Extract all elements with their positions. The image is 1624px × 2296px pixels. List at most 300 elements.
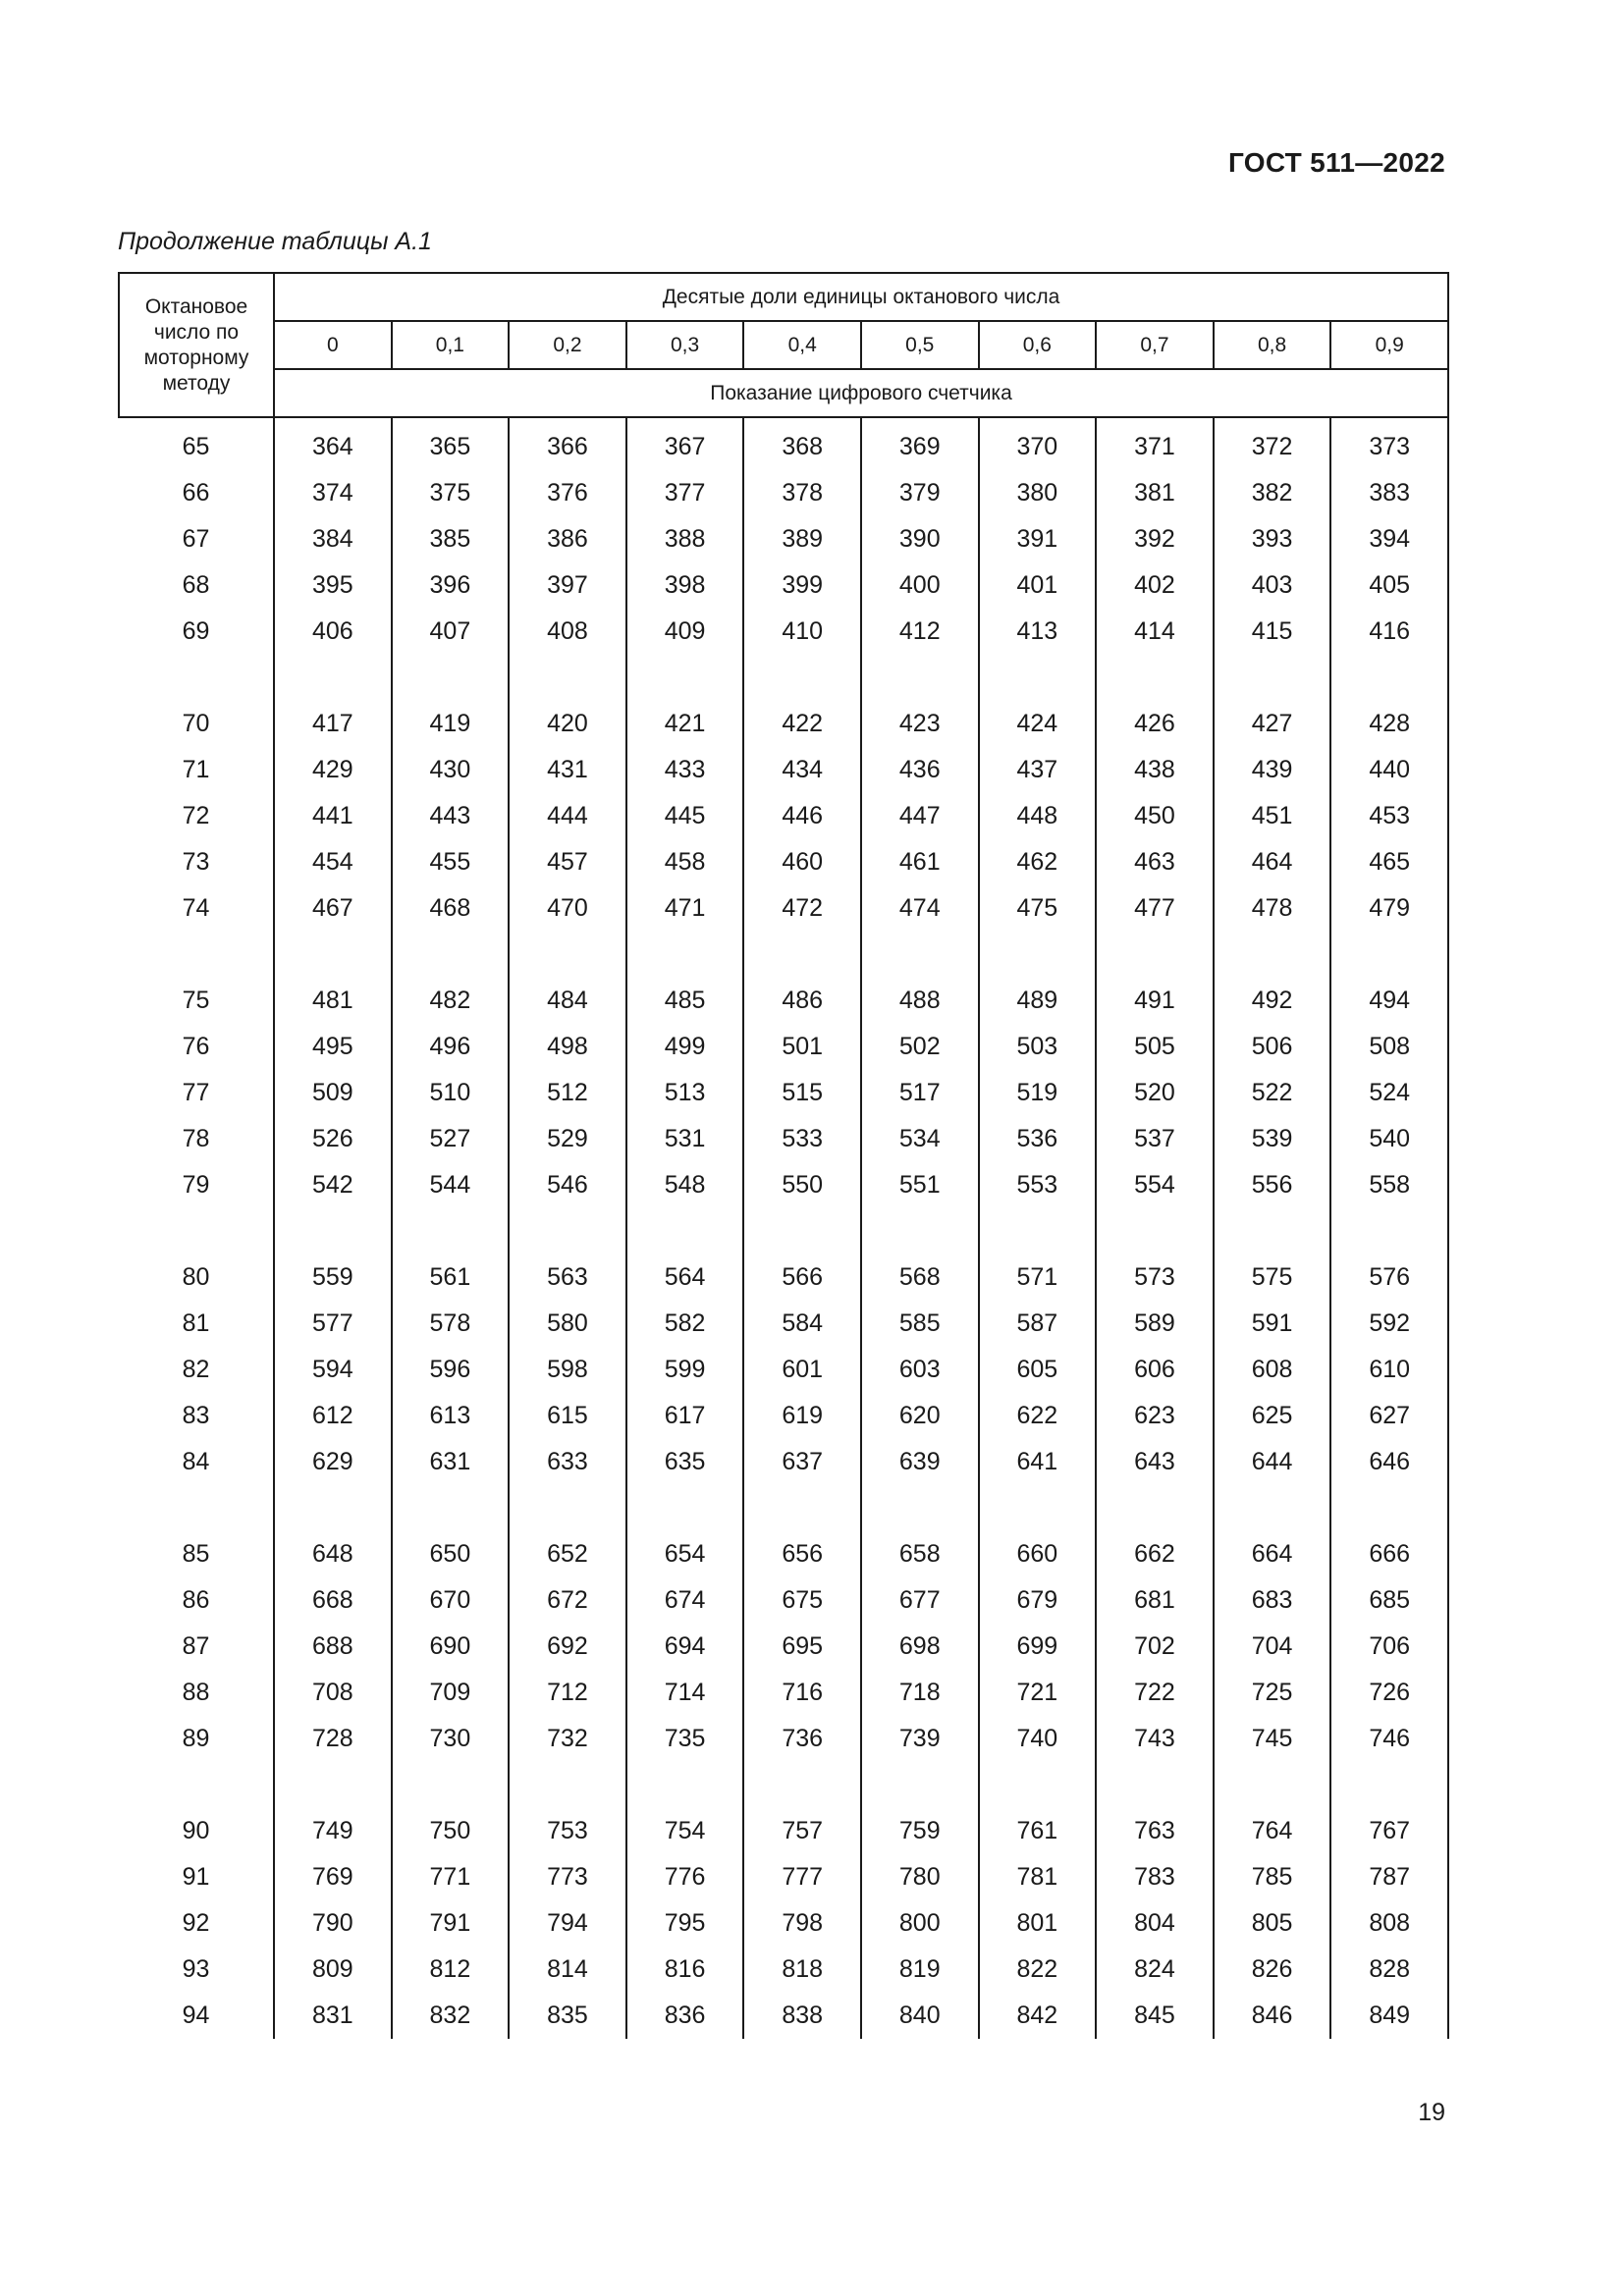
counter-value-cell: 402 <box>1096 562 1214 609</box>
counter-value-cell: 522 <box>1214 1070 1331 1116</box>
counter-value-cell: 622 <box>979 1393 1097 1439</box>
counter-value-cell: 787 <box>1330 1854 1448 1900</box>
counter-value-cell: 431 <box>509 747 626 793</box>
counter-value-cell: 437 <box>979 747 1097 793</box>
counter-value-cell: 648 <box>274 1531 392 1577</box>
counter-value-cell: 589 <box>1096 1301 1214 1347</box>
table-row <box>119 1393 1448 1439</box>
counter-value-cell: 439 <box>1214 747 1331 793</box>
counter-value-cell: 791 <box>392 1900 510 1947</box>
counter-value-cell: 524 <box>1330 1070 1448 1116</box>
spacer-cell <box>1330 1485 1448 1531</box>
counter-value-cell: 598 <box>509 1347 626 1393</box>
counter-value-cell: 508 <box>1330 1024 1448 1070</box>
counter-value-cell: 746 <box>1330 1716 1448 1762</box>
octane-number-cell: 73 <box>119 839 274 885</box>
document-id: ГОСТ 511—2022 <box>1227 147 1445 178</box>
counter-value-cell: 401 <box>979 562 1097 609</box>
counter-value-cell: 605 <box>979 1347 1097 1393</box>
table-body <box>119 417 1448 2039</box>
counter-value-cell: 553 <box>979 1162 1097 1208</box>
counter-value-cell: 542 <box>274 1162 392 1208</box>
counter-value-cell: 564 <box>626 1255 744 1301</box>
spacer-cell <box>861 655 979 701</box>
octane-number-cell: 94 <box>119 1993 274 2039</box>
octane-number-cell: 93 <box>119 1947 274 1993</box>
counter-value-cell: 501 <box>743 1024 861 1070</box>
counter-value-cell: 492 <box>1214 978 1331 1024</box>
counter-value-cell: 652 <box>509 1531 626 1577</box>
counter-value-cell: 612 <box>274 1393 392 1439</box>
counter-value-cell: 506 <box>1214 1024 1331 1070</box>
counter-value-cell: 816 <box>626 1947 744 1993</box>
counter-value-cell: 666 <box>1330 1531 1448 1577</box>
spacer-cell <box>979 1485 1097 1531</box>
counter-value-cell: 679 <box>979 1577 1097 1624</box>
spacer-cell <box>626 655 744 701</box>
group-spacer-row <box>119 932 1448 978</box>
counter-value-cell: 370 <box>979 417 1097 470</box>
table-row <box>119 562 1448 609</box>
counter-value-cell: 381 <box>1096 470 1214 516</box>
counter-value-cell: 783 <box>1096 1854 1214 1900</box>
octane-number-cell: 81 <box>119 1301 274 1347</box>
fraction-header-cell: 0,8 <box>1214 321 1331 369</box>
spacer-cell <box>1096 932 1214 978</box>
counter-value-cell: 465 <box>1330 839 1448 885</box>
counter-value-cell: 447 <box>861 793 979 839</box>
octane-number-cell: 75 <box>119 978 274 1024</box>
counter-value-cell: 812 <box>392 1947 510 1993</box>
counter-value-cell: 576 <box>1330 1255 1448 1301</box>
counter-value-cell: 529 <box>509 1116 626 1162</box>
table-row <box>119 1070 1448 1116</box>
counter-value-cell: 376 <box>509 470 626 516</box>
spacer-cell <box>1214 1208 1331 1255</box>
table-row <box>119 839 1448 885</box>
counter-value-cell: 444 <box>509 793 626 839</box>
octane-number-cell: 66 <box>119 470 274 516</box>
spacer-cell <box>861 1208 979 1255</box>
table-row <box>119 470 1448 516</box>
counter-value-cell: 582 <box>626 1301 744 1347</box>
fraction-group-header: Десятые доли единицы октанового числа <box>274 273 1448 321</box>
counter-value-cell: 429 <box>274 747 392 793</box>
counter-value-cell: 428 <box>1330 701 1448 747</box>
group-spacer-row <box>119 1762 1448 1808</box>
counter-value-cell: 683 <box>1214 1577 1331 1624</box>
counter-value-cell: 730 <box>392 1716 510 1762</box>
counter-value-cell: 558 <box>1330 1162 1448 1208</box>
spacer-cell <box>743 1208 861 1255</box>
counter-value-cell: 400 <box>861 562 979 609</box>
counter-value-cell: 764 <box>1214 1808 1331 1854</box>
counter-value-cell: 451 <box>1214 793 1331 839</box>
table-row <box>119 1808 1448 1854</box>
counter-value-cell: 424 <box>979 701 1097 747</box>
counter-value-cell: 367 <box>626 417 744 470</box>
counter-value-cell: 828 <box>1330 1947 1448 1993</box>
octane-number-cell: 84 <box>119 1439 274 1485</box>
spacer-cell <box>743 1762 861 1808</box>
counter-value-cell: 629 <box>274 1439 392 1485</box>
counter-value-cell: 364 <box>274 417 392 470</box>
counter-value-cell: 393 <box>1214 516 1331 562</box>
octane-number-cell: 71 <box>119 747 274 793</box>
spacer-cell <box>392 1762 510 1808</box>
counter-value-cell: 374 <box>274 470 392 516</box>
counter-value-cell: 417 <box>274 701 392 747</box>
fraction-header-cell: 0,4 <box>743 321 861 369</box>
counter-value-cell: 426 <box>1096 701 1214 747</box>
spacer-cell <box>861 1762 979 1808</box>
spacer-cell <box>1214 932 1331 978</box>
table-row <box>119 609 1448 655</box>
counter-value-cell: 677 <box>861 1577 979 1624</box>
counter-value-cell: 414 <box>1096 609 1214 655</box>
counter-value-cell: 650 <box>392 1531 510 1577</box>
fraction-header-cell: 0,7 <box>1096 321 1214 369</box>
table-caption: Продолжение таблицы А.1 <box>118 228 432 255</box>
counter-value-cell: 445 <box>626 793 744 839</box>
counter-value-cell: 699 <box>979 1624 1097 1670</box>
counter-value-cell: 573 <box>1096 1255 1214 1301</box>
counter-value-cell: 585 <box>861 1301 979 1347</box>
counter-value-cell: 606 <box>1096 1347 1214 1393</box>
counter-value-cell: 840 <box>861 1993 979 2039</box>
counter-value-cell: 534 <box>861 1116 979 1162</box>
fraction-header-cell: 0,2 <box>509 321 626 369</box>
fraction-header-cell: 0,3 <box>626 321 744 369</box>
spacer-cell <box>392 932 510 978</box>
counter-value-cell: 457 <box>509 839 626 885</box>
counter-value-cell: 539 <box>1214 1116 1331 1162</box>
counter-value-cell: 455 <box>392 839 510 885</box>
group-spacer-row <box>119 1485 1448 1531</box>
spacer-cell <box>1096 1762 1214 1808</box>
counter-value-cell: 446 <box>743 793 861 839</box>
counter-value-cell: 486 <box>743 978 861 1024</box>
spacer-cell <box>509 932 626 978</box>
counter-value-cell: 767 <box>1330 1808 1448 1854</box>
counter-value-cell: 419 <box>392 701 510 747</box>
counter-value-cell: 831 <box>274 1993 392 2039</box>
spacer-cell <box>1330 932 1448 978</box>
table-row <box>119 1947 1448 1993</box>
counter-value-cell: 668 <box>274 1577 392 1624</box>
counter-value-cell: 702 <box>1096 1624 1214 1670</box>
spacer-cell <box>509 1208 626 1255</box>
table-row <box>119 1301 1448 1347</box>
counter-value-cell: 753 <box>509 1808 626 1854</box>
octane-number-cell: 78 <box>119 1116 274 1162</box>
spacer-cell <box>626 1485 744 1531</box>
counter-value-cell: 656 <box>743 1531 861 1577</box>
counter-value-cell: 714 <box>626 1670 744 1716</box>
spacer-cell <box>119 1208 274 1255</box>
counter-value-cell: 533 <box>743 1116 861 1162</box>
spacer-cell <box>626 1762 744 1808</box>
octane-number-cell: 80 <box>119 1255 274 1301</box>
octane-number-cell: 76 <box>119 1024 274 1070</box>
counter-value-cell: 510 <box>392 1070 510 1116</box>
table-header <box>119 273 1448 417</box>
counter-value-cell: 365 <box>392 417 510 470</box>
counter-value-cell: 838 <box>743 1993 861 2039</box>
table-row <box>119 417 1448 470</box>
counter-value-cell: 757 <box>743 1808 861 1854</box>
table-row <box>119 1900 1448 1947</box>
spacer-cell <box>979 1208 1097 1255</box>
counter-value-cell: 472 <box>743 885 861 932</box>
counter-value-cell: 849 <box>1330 1993 1448 2039</box>
counter-value-cell: 594 <box>274 1347 392 1393</box>
counter-value-cell: 675 <box>743 1577 861 1624</box>
counter-value-cell: 502 <box>861 1024 979 1070</box>
counter-value-cell: 681 <box>1096 1577 1214 1624</box>
spacer-cell <box>274 932 392 978</box>
counter-value-cell: 462 <box>979 839 1097 885</box>
counter-value-cell: 694 <box>626 1624 744 1670</box>
counter-value-cell: 818 <box>743 1947 861 1993</box>
counter-value-cell: 382 <box>1214 470 1331 516</box>
counter-value-cell: 421 <box>626 701 744 747</box>
counter-value-cell: 735 <box>626 1716 744 1762</box>
counter-value-cell: 846 <box>1214 1993 1331 2039</box>
counter-value-cell: 631 <box>392 1439 510 1485</box>
counter-value-cell: 845 <box>1096 1993 1214 2039</box>
spacer-cell <box>1096 1208 1214 1255</box>
counter-value-cell: 615 <box>509 1393 626 1439</box>
spacer-cell <box>119 932 274 978</box>
counter-value-cell: 601 <box>743 1347 861 1393</box>
counter-value-cell: 736 <box>743 1716 861 1762</box>
counter-value-cell: 531 <box>626 1116 744 1162</box>
spacer-cell <box>509 655 626 701</box>
counter-value-cell: 378 <box>743 470 861 516</box>
counter-value-cell: 620 <box>861 1393 979 1439</box>
counter-value-cell: 407 <box>392 609 510 655</box>
counter-value-cell: 824 <box>1096 1947 1214 1993</box>
counter-value-cell: 759 <box>861 1808 979 1854</box>
counter-value-cell: 776 <box>626 1854 744 1900</box>
counter-value-cell: 380 <box>979 470 1097 516</box>
counter-value-cell: 637 <box>743 1439 861 1485</box>
counter-value-cell: 575 <box>1214 1255 1331 1301</box>
counter-value-cell: 842 <box>979 1993 1097 2039</box>
counter-value-cell: 706 <box>1330 1624 1448 1670</box>
table-row <box>119 793 1448 839</box>
fraction-header-row <box>119 321 1448 369</box>
counter-value-cell: 571 <box>979 1255 1097 1301</box>
counter-value-cell: 408 <box>509 609 626 655</box>
counter-value-cell: 517 <box>861 1070 979 1116</box>
spacer-cell <box>392 655 510 701</box>
table-row <box>119 1162 1448 1208</box>
counter-value-cell: 438 <box>1096 747 1214 793</box>
counter-value-cell: 512 <box>509 1070 626 1116</box>
spacer-cell <box>861 1485 979 1531</box>
counter-value-cell: 415 <box>1214 609 1331 655</box>
counter-value-cell: 781 <box>979 1854 1097 1900</box>
spacer-cell <box>1096 655 1214 701</box>
counter-value-cell: 712 <box>509 1670 626 1716</box>
counter-value-cell: 436 <box>861 747 979 793</box>
spacer-cell <box>1214 655 1331 701</box>
fraction-header-cell: 0,1 <box>392 321 510 369</box>
counter-value-cell: 405 <box>1330 562 1448 609</box>
spacer-cell <box>1330 1208 1448 1255</box>
counter-value-cell: 625 <box>1214 1393 1331 1439</box>
counter-value-cell: 479 <box>1330 885 1448 932</box>
counter-reading-header: Показание цифрового счетчика <box>274 369 1448 417</box>
counter-value-cell: 674 <box>626 1577 744 1624</box>
table-row <box>119 1993 1448 2039</box>
fraction-header-cell: 0 <box>274 321 392 369</box>
counter-value-cell: 704 <box>1214 1624 1331 1670</box>
group-spacer-row <box>119 1208 1448 1255</box>
counter-value-cell: 739 <box>861 1716 979 1762</box>
spacer-cell <box>119 1485 274 1531</box>
table-row <box>119 1577 1448 1624</box>
table-row <box>119 1670 1448 1716</box>
fraction-header-cell: 0,9 <box>1330 321 1448 369</box>
counter-value-cell: 805 <box>1214 1900 1331 1947</box>
counter-value-cell: 771 <box>392 1854 510 1900</box>
counter-value-cell: 619 <box>743 1393 861 1439</box>
counter-value-cell: 379 <box>861 470 979 516</box>
table-row <box>119 1439 1448 1485</box>
counter-value-cell: 389 <box>743 516 861 562</box>
counter-value-cell: 546 <box>509 1162 626 1208</box>
group-spacer-row <box>119 655 1448 701</box>
counter-value-cell: 515 <box>743 1070 861 1116</box>
octane-number-cell: 77 <box>119 1070 274 1116</box>
counter-value-cell: 368 <box>743 417 861 470</box>
counter-value-cell: 498 <box>509 1024 626 1070</box>
counter-value-cell: 554 <box>1096 1162 1214 1208</box>
counter-value-cell: 520 <box>1096 1070 1214 1116</box>
counter-value-cell: 559 <box>274 1255 392 1301</box>
counter-value-cell: 785 <box>1214 1854 1331 1900</box>
counter-value-cell: 478 <box>1214 885 1331 932</box>
counter-value-cell: 461 <box>861 839 979 885</box>
counter-value-cell: 708 <box>274 1670 392 1716</box>
counter-value-cell: 578 <box>392 1301 510 1347</box>
counter-value-cell: 662 <box>1096 1531 1214 1577</box>
octane-number-cell: 67 <box>119 516 274 562</box>
counter-value-cell: 450 <box>1096 793 1214 839</box>
counter-value-cell: 592 <box>1330 1301 1448 1347</box>
octane-number-cell: 85 <box>119 1531 274 1577</box>
counter-value-cell: 373 <box>1330 417 1448 470</box>
counter-value-cell: 718 <box>861 1670 979 1716</box>
counter-value-cell: 610 <box>1330 1347 1448 1393</box>
counter-value-cell: 471 <box>626 885 744 932</box>
counter-value-cell: 410 <box>743 609 861 655</box>
spacer-cell <box>743 932 861 978</box>
counter-value-cell: 375 <box>392 470 510 516</box>
table-row <box>119 1347 1448 1393</box>
table-row <box>119 516 1448 562</box>
table-row <box>119 747 1448 793</box>
counter-value-cell: 732 <box>509 1716 626 1762</box>
octane-number-cell: 89 <box>119 1716 274 1762</box>
counter-value-cell: 491 <box>1096 978 1214 1024</box>
counter-value-cell: 822 <box>979 1947 1097 1993</box>
counter-value-cell: 795 <box>626 1900 744 1947</box>
spacer-cell <box>626 1208 744 1255</box>
counter-value-cell: 809 <box>274 1947 392 1993</box>
counter-value-cell: 646 <box>1330 1439 1448 1485</box>
counter-value-cell: 660 <box>979 1531 1097 1577</box>
counter-value-cell: 819 <box>861 1947 979 1993</box>
counter-value-cell: 406 <box>274 609 392 655</box>
counter-value-cell: 790 <box>274 1900 392 1947</box>
octane-number-cell: 86 <box>119 1577 274 1624</box>
counter-value-cell: 395 <box>274 562 392 609</box>
counter-value-cell: 460 <box>743 839 861 885</box>
table-row <box>119 1116 1448 1162</box>
spacer-cell <box>743 655 861 701</box>
counter-value-cell: 769 <box>274 1854 392 1900</box>
spacer-cell <box>274 655 392 701</box>
counter-value-cell: 390 <box>861 516 979 562</box>
counter-value-cell: 745 <box>1214 1716 1331 1762</box>
counter-value-cell: 433 <box>626 747 744 793</box>
counter-value-cell: 509 <box>274 1070 392 1116</box>
spacer-cell <box>509 1485 626 1531</box>
counter-value-cell: 468 <box>392 885 510 932</box>
counter-value-cell: 548 <box>626 1162 744 1208</box>
counter-value-cell: 383 <box>1330 470 1448 516</box>
spacer-cell <box>392 1208 510 1255</box>
counter-value-cell: 685 <box>1330 1577 1448 1624</box>
counter-value-cell: 826 <box>1214 1947 1331 1993</box>
octane-number-cell: 83 <box>119 1393 274 1439</box>
counter-value-cell: 388 <box>626 516 744 562</box>
counter-value-cell: 635 <box>626 1439 744 1485</box>
counter-value-cell: 832 <box>392 1993 510 2039</box>
counter-value-cell: 725 <box>1214 1670 1331 1716</box>
counter-value-cell: 394 <box>1330 516 1448 562</box>
counter-value-cell: 403 <box>1214 562 1331 609</box>
counter-value-cell: 484 <box>509 978 626 1024</box>
counter-value-cell: 561 <box>392 1255 510 1301</box>
counter-value-cell: 749 <box>274 1808 392 1854</box>
spacer-cell <box>979 1762 1097 1808</box>
table-row <box>119 1024 1448 1070</box>
counter-value-cell: 499 <box>626 1024 744 1070</box>
counter-value-cell: 416 <box>1330 609 1448 655</box>
counter-value-cell: 519 <box>979 1070 1097 1116</box>
spacer-cell <box>392 1485 510 1531</box>
counter-value-cell: 494 <box>1330 978 1448 1024</box>
counter-value-cell: 384 <box>274 516 392 562</box>
counter-value-cell: 740 <box>979 1716 1097 1762</box>
spacer-cell <box>1096 1485 1214 1531</box>
octane-number-cell: 92 <box>119 1900 274 1947</box>
counter-value-cell: 627 <box>1330 1393 1448 1439</box>
counter-value-cell: 422 <box>743 701 861 747</box>
counter-value-cell: 434 <box>743 747 861 793</box>
fraction-header-cell: 0,5 <box>861 321 979 369</box>
counter-value-cell: 836 <box>626 1993 744 2039</box>
octane-number-cell: 91 <box>119 1854 274 1900</box>
table-row <box>119 1531 1448 1577</box>
counter-value-cell: 835 <box>509 1993 626 2039</box>
octane-table <box>118 272 1449 2039</box>
